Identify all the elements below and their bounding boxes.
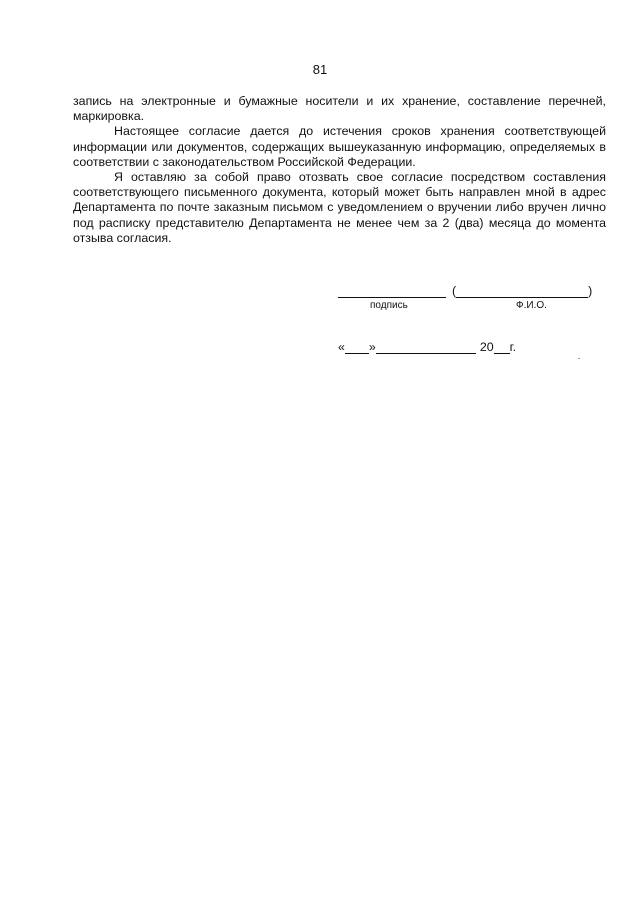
- signature-caption: подпись: [370, 300, 408, 311]
- document-body: [73, 94, 606, 246]
- date-line: [338, 338, 516, 354]
- name-blank: [456, 284, 588, 298]
- date-close-quote: »: [368, 340, 376, 354]
- signature-blank: [338, 284, 446, 298]
- signature-block: [338, 282, 600, 314]
- paragraph-storage: запись на электронные и бумажные носители и их хранение, составление перечней, маркировка.: [73, 94, 606, 124]
- month-blank: [376, 340, 476, 354]
- stray-mark: [578, 358, 580, 359]
- day-blank: [345, 340, 369, 354]
- name-caption: Ф.И.О.: [516, 300, 547, 311]
- paragraph-revocation: Я оставляю за собой право отозвать свое согласие посредством составления соответствующего письменного документа, который может быть направлен мной в адрес Департамента по почте заказным письмом с уведомлением о вручении либо вручен лично под расписку представителю Департамента не менее чем за 2 (два) месяца до момента отзыва согласия.: [73, 170, 606, 245]
- signature-row: [338, 282, 600, 298]
- signature-open-paren: (: [452, 284, 457, 298]
- year-blank: [494, 340, 510, 354]
- signature-close-paren: ): [588, 284, 593, 298]
- date-open-quote: «: [338, 340, 345, 354]
- year-suffix: г.: [509, 340, 517, 354]
- paragraph-consent-term: Настоящее согласие дается до истечения сроков хранения соответствующей информации или документов, содержащих вышеуказанную информацию, определяемых в соответствии с законодательством Российской Федерации.: [73, 124, 606, 169]
- year-prefix: 20: [479, 340, 494, 354]
- page-number: 81: [312, 62, 328, 77]
- signature-captions: [338, 300, 600, 314]
